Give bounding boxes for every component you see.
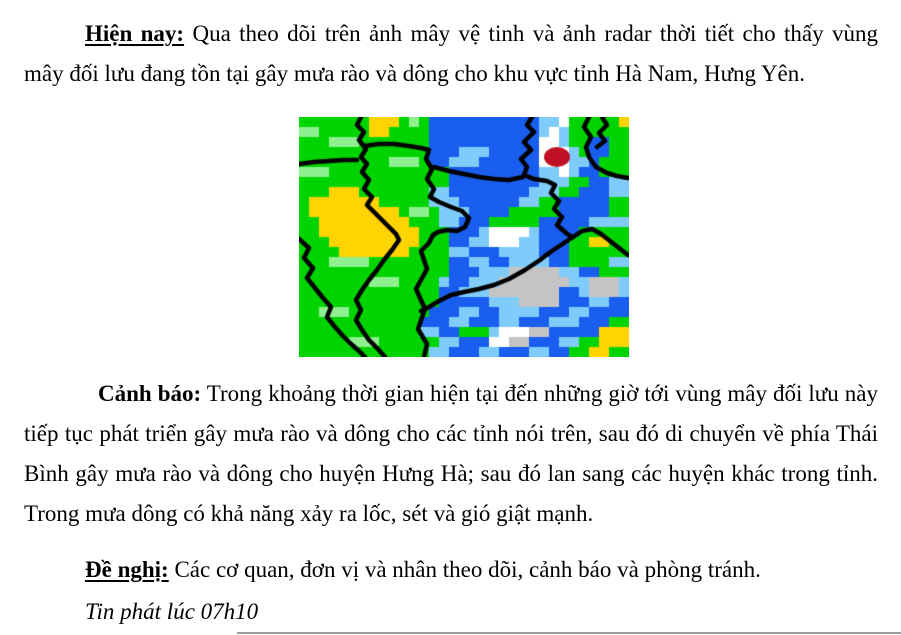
body-de-nghi: Các cơ quan, đơn vị và nhân theo dõi, cảnh báo và phòng tránh. <box>168 557 761 582</box>
lead-canh-bao: Cảnh báo: <box>98 381 202 406</box>
lead-de-nghi: Đề nghị: <box>85 557 169 582</box>
paragraph-hien-nay <box>24 14 878 94</box>
paragraph-canh-bao <box>24 374 878 534</box>
bottom-edge-line <box>237 632 901 634</box>
body-hien-nay: Qua theo dõi trên ảnh mây vệ tinh và ảnh radar thời tiết cho thấy vùng mây đối lưu đang tồn tại gây mưa rào và dông cho khu vực tỉnh Hà Nam, Hưng Yên. <box>24 21 878 86</box>
body-canh-bao: Trong khoảng thời gian hiện tại đến những giờ tới vùng mây đối lưu này tiếp tục phát triển gây mưa rào và dông cho các tỉnh nói trên, sau đó di chuyển về phía Thái Bình gây mưa rào và dông cho huyện Hưng Hà; sau đó lan sang các huyện khác trong tỉnh. Trong mưa dông có khả năng xảy ra lốc, sét và gió giật mạnh. <box>24 381 878 526</box>
paragraph-de-nghi <box>24 550 878 590</box>
radar-satellite-image <box>299 117 629 357</box>
lead-hien-nay: Hiện nay: <box>85 21 185 46</box>
issued-time-line: Tin phát lúc 07h10 <box>85 599 259 624</box>
